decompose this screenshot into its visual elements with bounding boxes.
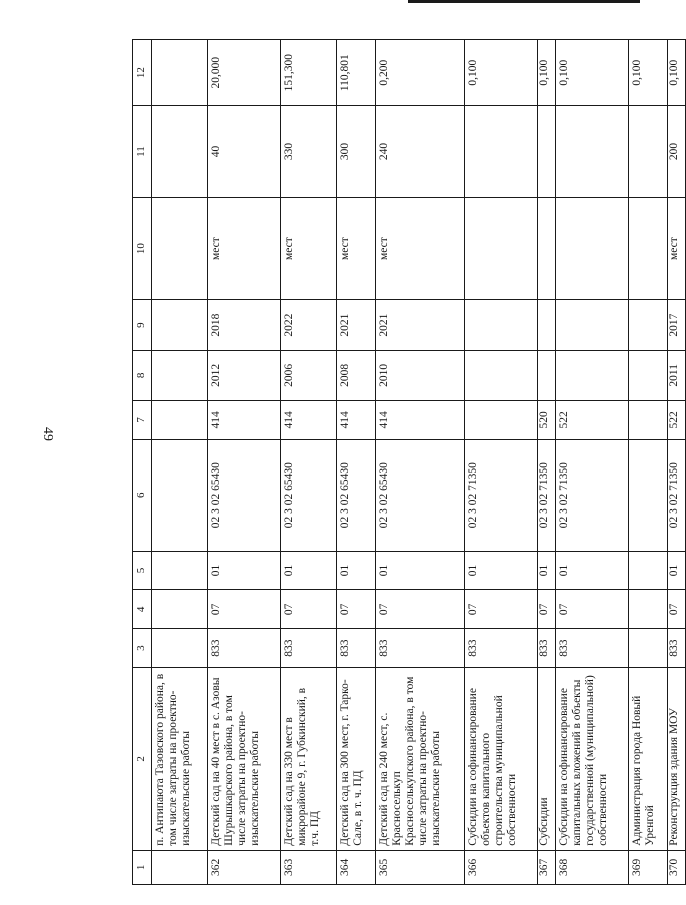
- cell-c4: 07: [376, 590, 465, 629]
- cell-c7: 414: [208, 400, 281, 439]
- cell-c3: [152, 629, 208, 668]
- column-number-row: [133, 40, 152, 885]
- cell-c12: 0,100: [628, 40, 668, 106]
- col-header: 5: [133, 551, 152, 590]
- cell-c11: [465, 106, 538, 197]
- table-row: [538, 40, 556, 885]
- cell-c10: [538, 197, 556, 300]
- col-header: 12: [133, 40, 152, 106]
- cell-c6: 02 3 02 65430: [280, 439, 336, 551]
- cell-c8: [538, 350, 556, 400]
- cell-c3: 833: [376, 629, 465, 668]
- col-header: 11: [133, 106, 152, 197]
- cell-c6: 02 3 02 71350: [555, 439, 628, 551]
- cell-c9: [465, 300, 538, 350]
- cell-c11: [152, 106, 208, 197]
- cell-c6: [628, 439, 668, 551]
- cell-c6: 02 3 02 71350: [538, 439, 556, 551]
- top-edge-line: [408, 0, 640, 3]
- table-row: [376, 40, 465, 885]
- col-header: 8: [133, 350, 152, 400]
- cell-c12: 0,100: [668, 40, 686, 106]
- cell-c10: мест: [668, 197, 686, 300]
- cell-c4: 07: [280, 590, 336, 629]
- cell-c6: [152, 439, 208, 551]
- cell-name: Администрация города Новый Уренгой: [628, 668, 668, 851]
- cell-c11: [628, 106, 668, 197]
- cell-c9: [152, 300, 208, 350]
- cell-c12: 0,100: [465, 40, 538, 106]
- cell-c8: [555, 350, 628, 400]
- cell-c12: 0,200: [376, 40, 465, 106]
- cell-number: 365: [376, 850, 465, 884]
- page-number: 49: [40, 427, 55, 441]
- cell-c6: 02 3 02 65430: [208, 439, 281, 551]
- cell-c9: [538, 300, 556, 350]
- cell-c4: [628, 590, 668, 629]
- cell-c8: 2011: [668, 350, 686, 400]
- col-header: 4: [133, 590, 152, 629]
- cell-c7: [152, 400, 208, 439]
- cell-c3: 833: [208, 629, 281, 668]
- cell-number: 366: [465, 850, 538, 884]
- cell-c4: 07: [336, 590, 376, 629]
- cell-c11: [538, 106, 556, 197]
- cell-c9: 2018: [208, 300, 281, 350]
- cell-number: 363: [280, 850, 336, 884]
- cell-c8: [628, 350, 668, 400]
- table-row: [555, 40, 628, 885]
- cell-name: Субсидии на софинансирование объектов капитального строительства муниципальной собственности: [465, 668, 538, 851]
- cell-number: 370: [668, 850, 686, 884]
- cell-c9: 2022: [280, 300, 336, 350]
- cell-c8: [152, 350, 208, 400]
- cell-name: п. Антипаюта Тазовского района, в том числе затраты на проектно-изыскательские работы: [152, 668, 208, 851]
- cell-number: 369: [628, 850, 668, 884]
- cell-c3: 833: [280, 629, 336, 668]
- cell-c12: 0,100: [555, 40, 628, 106]
- cell-c6: 02 3 02 71350: [668, 439, 686, 551]
- cell-c4: 07: [208, 590, 281, 629]
- cell-c11: 40: [208, 106, 281, 197]
- cell-name: Субсидии: [538, 668, 556, 851]
- cell-c6: 02 3 02 65430: [336, 439, 376, 551]
- cell-c8: [465, 350, 538, 400]
- cell-name: Детский сад на 330 мест в микрорайоне 9, г. Губкинский, в т.ч. ПД: [280, 668, 336, 851]
- table-row: [336, 40, 376, 885]
- cell-c5: 01: [668, 551, 686, 590]
- cell-c12: 151,300: [280, 40, 336, 106]
- cell-c10: [628, 197, 668, 300]
- cell-c7: 522: [555, 400, 628, 439]
- cell-c6: 02 3 02 65430: [376, 439, 465, 551]
- cell-c5: 01: [538, 551, 556, 590]
- cell-name: Детский сад на 300 мест, г. Тарко-Сале, в т. ч. ПД: [336, 668, 376, 851]
- cell-c5: 01: [465, 551, 538, 590]
- col-header: 2: [133, 668, 152, 851]
- cell-c11: [555, 106, 628, 197]
- cell-c10: мест: [280, 197, 336, 300]
- cell-c7: 522: [668, 400, 686, 439]
- table-row: [152, 40, 208, 885]
- cell-c3: 833: [668, 629, 686, 668]
- col-header: 1: [133, 850, 152, 884]
- cell-c12: 110,801: [336, 40, 376, 106]
- cell-c8: 2010: [376, 350, 465, 400]
- cell-c10: [152, 197, 208, 300]
- cell-c8: 2008: [336, 350, 376, 400]
- cell-c10: мест: [336, 197, 376, 300]
- col-header: 7: [133, 400, 152, 439]
- cell-c9: [555, 300, 628, 350]
- cell-name: Детский сад на 40 мест в с. Азовы Шурышкарского района, в том числе затраты на проектно-изыскательские работы: [208, 668, 281, 851]
- table-row: [465, 40, 538, 885]
- cell-c8: 2006: [280, 350, 336, 400]
- cell-c7: [628, 400, 668, 439]
- cell-c4: 07: [668, 590, 686, 629]
- budget-table: [132, 39, 686, 885]
- cell-c9: 2017: [668, 300, 686, 350]
- col-header: 3: [133, 629, 152, 668]
- cell-c9: 2021: [336, 300, 376, 350]
- cell-c5: 01: [336, 551, 376, 590]
- cell-c12: [152, 40, 208, 106]
- col-header: 6: [133, 439, 152, 551]
- cell-c12: 0,100: [538, 40, 556, 106]
- cell-c3: 833: [555, 629, 628, 668]
- cell-c3: 833: [465, 629, 538, 668]
- cell-c11: 240: [376, 106, 465, 197]
- cell-c5: 01: [376, 551, 465, 590]
- cell-c6: 02 3 02 71350: [465, 439, 538, 551]
- table-row: [668, 40, 686, 885]
- cell-c9: [628, 300, 668, 350]
- cell-c4: 07: [538, 590, 556, 629]
- cell-number: [152, 850, 208, 884]
- cell-c4: [152, 590, 208, 629]
- cell-c10: мест: [208, 197, 281, 300]
- cell-name: Субсидии на софинансирование капитальных вложений в объекты государственной (муниципальной) собственности: [555, 668, 628, 851]
- cell-c10: [555, 197, 628, 300]
- cell-c3: [628, 629, 668, 668]
- col-header: 10: [133, 197, 152, 300]
- cell-c8: 2012: [208, 350, 281, 400]
- cell-c11: 200: [668, 106, 686, 197]
- cell-c4: 07: [555, 590, 628, 629]
- cell-c4: 07: [465, 590, 538, 629]
- cell-c10: [465, 197, 538, 300]
- cell-c7: 520: [538, 400, 556, 439]
- cell-c5: 01: [208, 551, 281, 590]
- cell-c7: 414: [336, 400, 376, 439]
- cell-c7: 414: [280, 400, 336, 439]
- cell-number: 367: [538, 850, 556, 884]
- cell-c11: 300: [336, 106, 376, 197]
- cell-name: Детский сад на 240 мест, с. Красноселькуп Красноселькупского района, в том числе затраты на проектно-изыскательские работы: [376, 668, 465, 851]
- cell-number: 368: [555, 850, 628, 884]
- cell-c7: [465, 400, 538, 439]
- cell-c9: 2021: [376, 300, 465, 350]
- cell-c10: мест: [376, 197, 465, 300]
- table-row: [208, 40, 281, 885]
- cell-name: Реконструкция здания МОУ: [668, 668, 686, 851]
- table-row: [628, 40, 668, 885]
- cell-c12: 20,000: [208, 40, 281, 106]
- cell-c3: 833: [538, 629, 556, 668]
- cell-number: 364: [336, 850, 376, 884]
- cell-c3: 833: [336, 629, 376, 668]
- cell-c5: 01: [555, 551, 628, 590]
- cell-c5: 01: [280, 551, 336, 590]
- cell-c7: 414: [376, 400, 465, 439]
- table-row: [280, 40, 336, 885]
- col-header: 9: [133, 300, 152, 350]
- cell-c5: [628, 551, 668, 590]
- table-rotated-wrapper: [132, 39, 686, 885]
- cell-number: 362: [208, 850, 281, 884]
- cell-c11: 330: [280, 106, 336, 197]
- cell-c5: [152, 551, 208, 590]
